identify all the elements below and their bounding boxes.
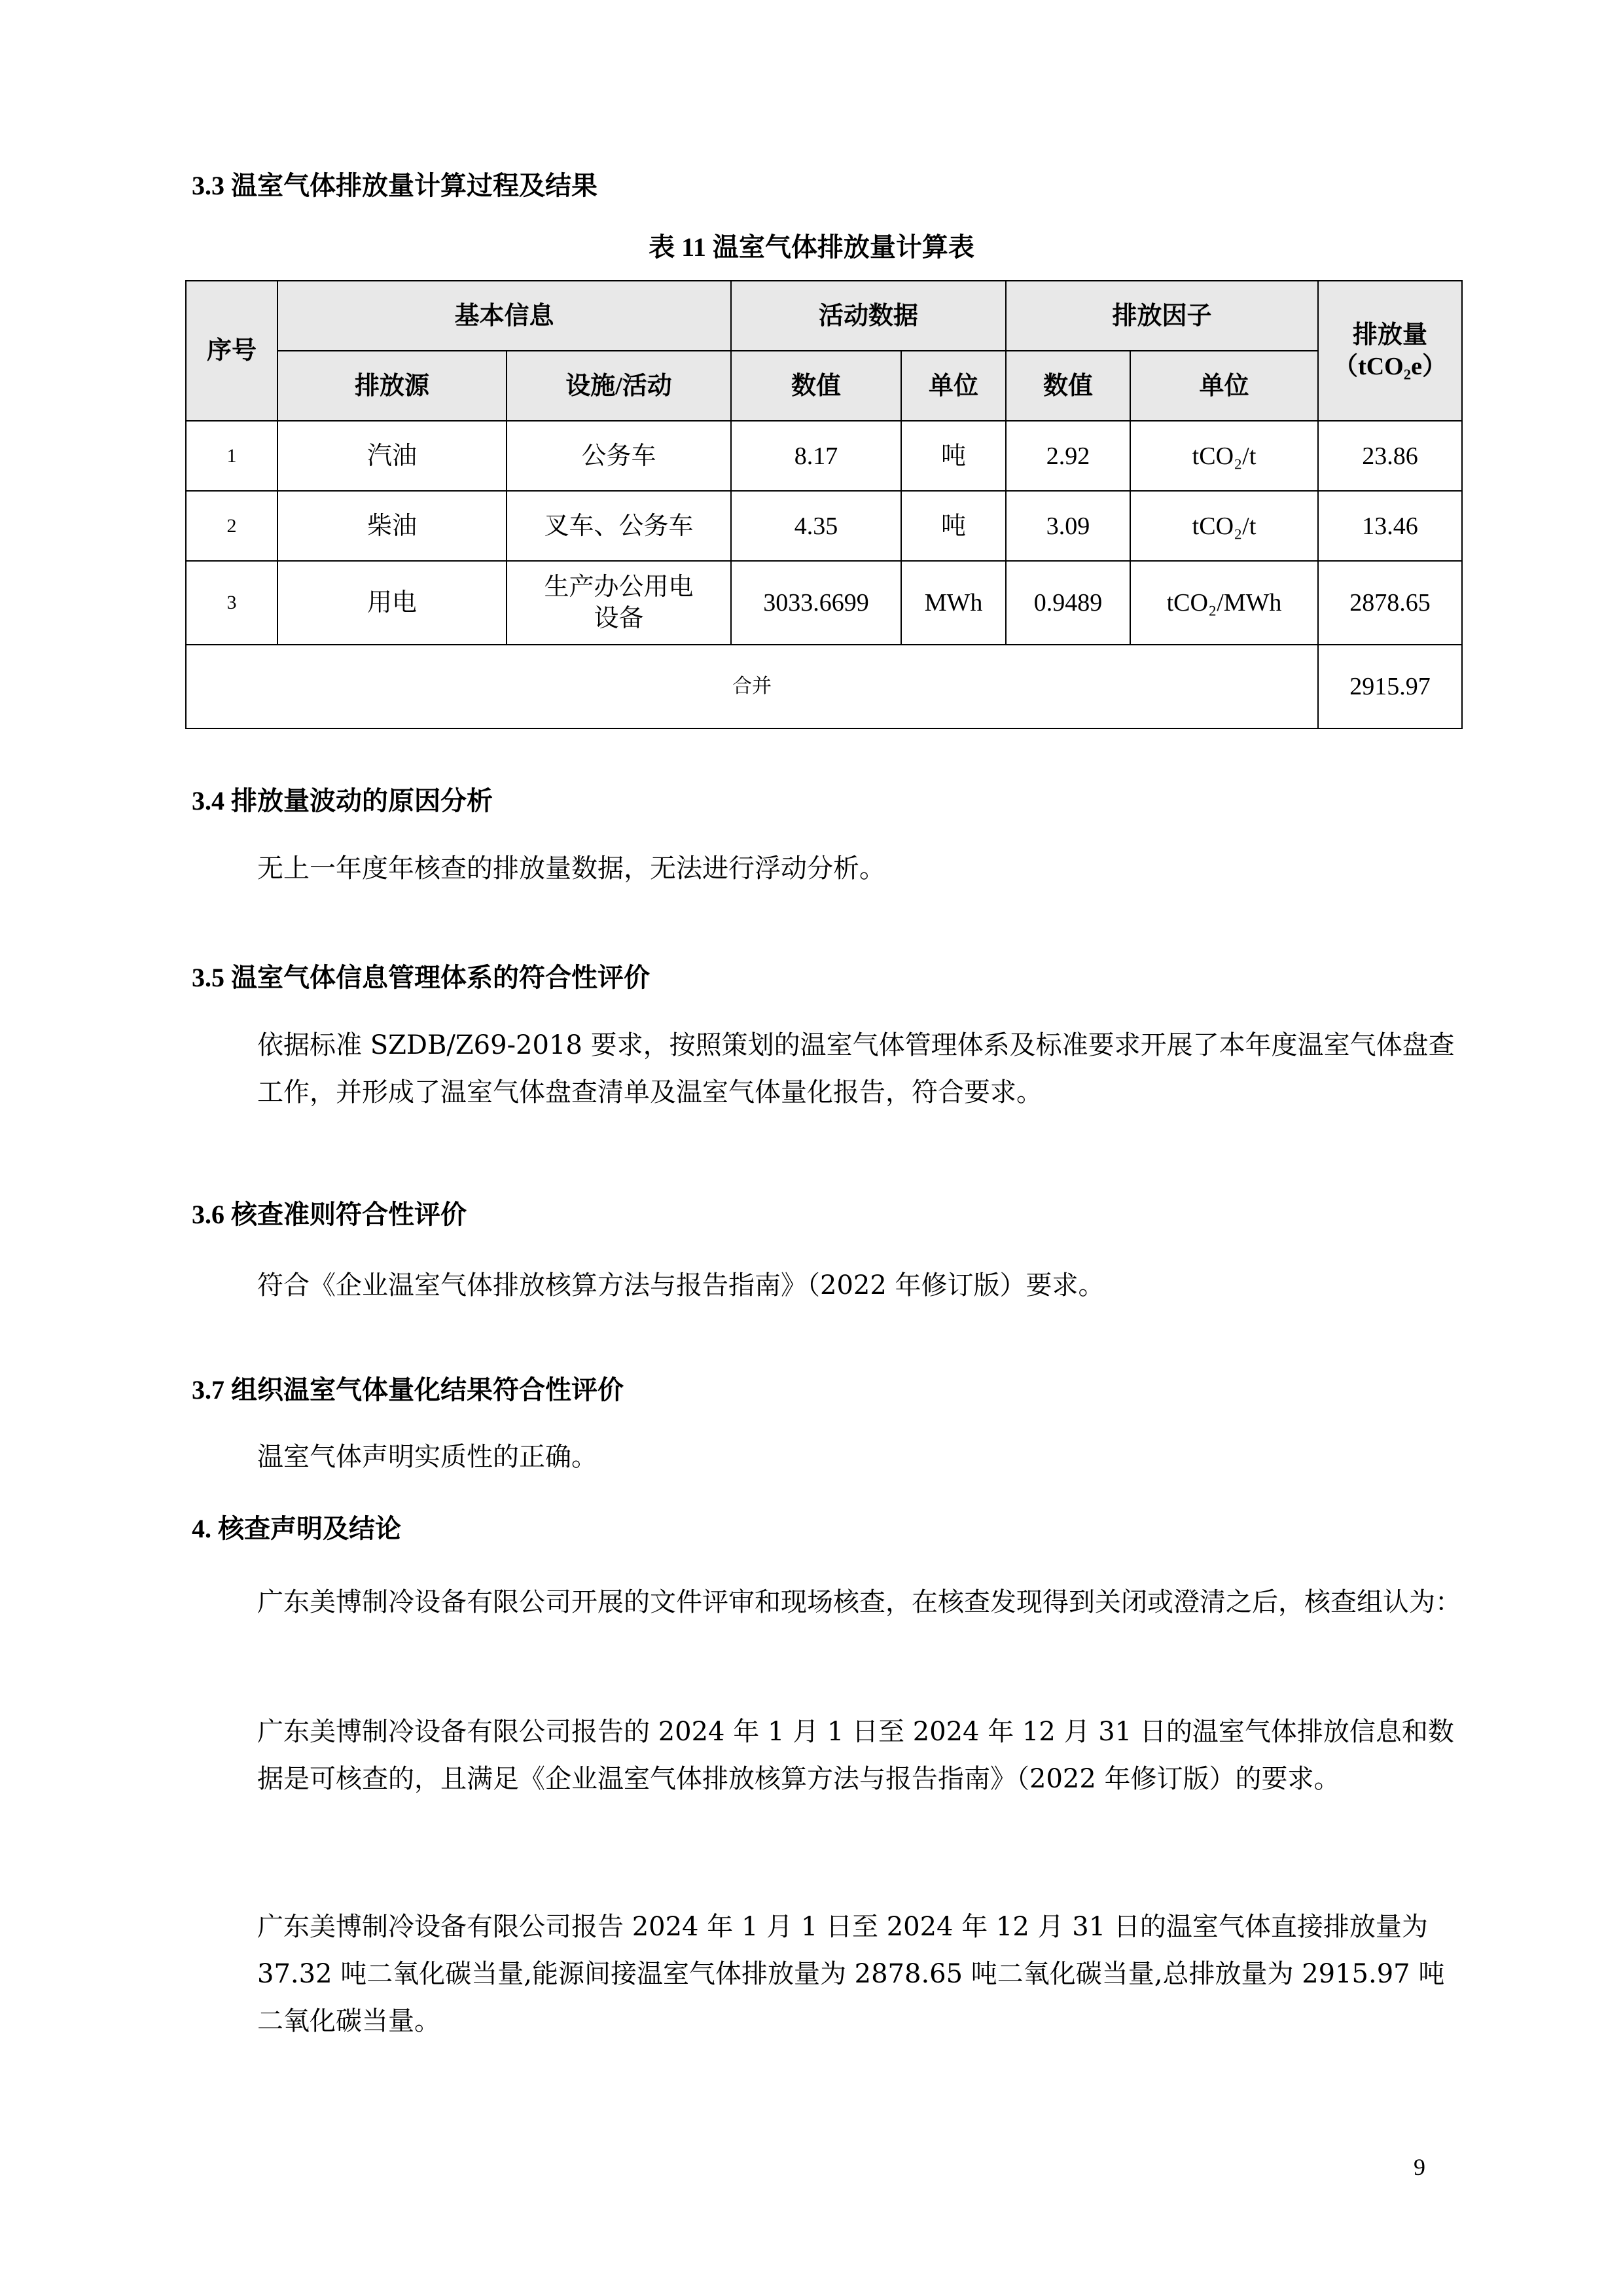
- paragraph-text: 无上一年度年核查的排放量数据，无法进行浮动分析。: [257, 853, 885, 884]
- row-emission: 2878.65: [1318, 561, 1462, 645]
- section-heading-3-5: 3.5 温室气体信息管理体系的符合性评价: [192, 963, 650, 992]
- table-caption: 表 11 温室气体排放量计算表: [649, 232, 974, 262]
- row-facility: 公务车: [507, 421, 731, 491]
- header-emission-label: 排放量: [1353, 321, 1428, 349]
- row-facility-line2: 设备: [594, 605, 644, 632]
- row-facility-line1: 生产办公用电: [544, 573, 694, 601]
- paragraph-4-c: [192, 1903, 1461, 2045]
- row-activity-value: 3033.6699: [731, 561, 901, 645]
- row-activity-value: 4.35: [731, 491, 901, 561]
- row-seq: 1: [186, 421, 277, 491]
- header-emission-unit: （tCO₂e）: [1333, 353, 1447, 380]
- header-activity-data: 活动数据: [731, 281, 1006, 351]
- table-row: [186, 491, 1462, 561]
- row-source: 柴油: [277, 491, 507, 561]
- row-factor-unit: tCO₂/t: [1130, 421, 1318, 491]
- header-emission: [1318, 281, 1462, 421]
- section-heading-3-3: 3.3 温室气体排放量计算过程及结果: [192, 171, 597, 200]
- header-factor-value: 数值: [1006, 351, 1130, 421]
- header-source: 排放源: [277, 351, 507, 421]
- section-heading-3-4: 3.4 排放量波动的原因分析: [192, 786, 493, 816]
- header-activity-unit: 单位: [901, 351, 1006, 421]
- paragraph-text: 温室气体声明实质性的正确。: [257, 1442, 597, 1472]
- row-factor-value: 0.9489: [1006, 561, 1130, 645]
- section-heading-3-6: 3.6 核查准则符合性评价: [192, 1200, 467, 1229]
- table-row: [186, 421, 1462, 491]
- paragraph-text: 广东美博制冷设备有限公司报告 2024 年 1 月 1 日至 2024 年 12 月 31 日的温室气体直接排放量为 37.32 吨二氧化碳当量,能源间接温室气体排放量为 2878.65 吨二氧化碳当量,总排放量为 2915.97 吨二氧化碳当量。: [257, 1912, 1445, 2036]
- paragraph-text: 广东美博制冷设备有限公司报告的 2024 年 1 月 1 日至 2024 年 12 月 31 日的温室气体排放信息和数据是可核查的，且满足《企业温室气体排放核算方法与报告指南》（2022 年修订版）的要求。: [257, 1717, 1454, 1794]
- row-emission: 23.86: [1318, 421, 1462, 491]
- section-heading-3-7: 3.7 组织温室气体量化结果符合性评价: [192, 1375, 624, 1405]
- row-activity-unit: 吨: [901, 491, 1006, 561]
- table-row: [186, 561, 1462, 645]
- page-number: 9: [1414, 2154, 1425, 2180]
- paragraph-text: 依据标准 SZDB/Z69-2018 要求，按照策划的温室气体管理体系及标准要求开展了本年度温室气体盘查工作，并形成了温室气体盘查清单及温室气体量化报告，符合要求。: [257, 1030, 1455, 1107]
- row-factor-unit: tCO₂/MWh: [1130, 561, 1318, 645]
- paragraph-3-6: [192, 1262, 1461, 1309]
- row-facility: 叉车、公务车: [507, 491, 731, 561]
- row-activity-value: 8.17: [731, 421, 901, 491]
- paragraph-3-4: [192, 845, 1461, 892]
- header-seq: 序号: [186, 281, 277, 421]
- row-activity-unit: 吨: [901, 421, 1006, 491]
- table-total-row: [186, 645, 1462, 728]
- row-source: 用电: [277, 561, 507, 645]
- paragraph-text: 符合《企业温室气体排放核算方法与报告指南》（2022 年修订版）要求。: [257, 1270, 1105, 1300]
- row-factor-value: 3.09: [1006, 491, 1130, 561]
- paragraph-4-a: [192, 1579, 1461, 1626]
- header-factor-unit: 单位: [1130, 351, 1318, 421]
- paragraph-3-7: [192, 1433, 1461, 1480]
- paragraph-4-b: [192, 1708, 1461, 1803]
- total-value: 2915.97: [1318, 645, 1462, 728]
- row-seq: 3: [186, 561, 277, 645]
- header-emission-factor: 排放因子: [1006, 281, 1318, 351]
- header-activity-value: 数值: [731, 351, 901, 421]
- header-basic-info: 基本信息: [277, 281, 731, 351]
- row-factor-value: 2.92: [1006, 421, 1130, 491]
- emission-table: [185, 280, 1463, 729]
- total-label: 合并: [186, 645, 1318, 728]
- row-seq: 2: [186, 491, 277, 561]
- paragraph-text: 广东美博制冷设备有限公司开展的文件评审和现场核查，在核查发现得到关闭或澄清之后，核查组认为：: [257, 1587, 1461, 1617]
- row-factor-unit: tCO₂/t: [1130, 491, 1318, 561]
- row-activity-unit: MWh: [901, 561, 1006, 645]
- row-facility: [507, 561, 731, 645]
- paragraph-3-5: [192, 1022, 1461, 1116]
- section-heading-4: 4. 核查声明及结论: [192, 1514, 401, 1543]
- header-facility: 设施/活动: [507, 351, 731, 421]
- row-emission: 13.46: [1318, 491, 1462, 561]
- row-source: 汽油: [277, 421, 507, 491]
